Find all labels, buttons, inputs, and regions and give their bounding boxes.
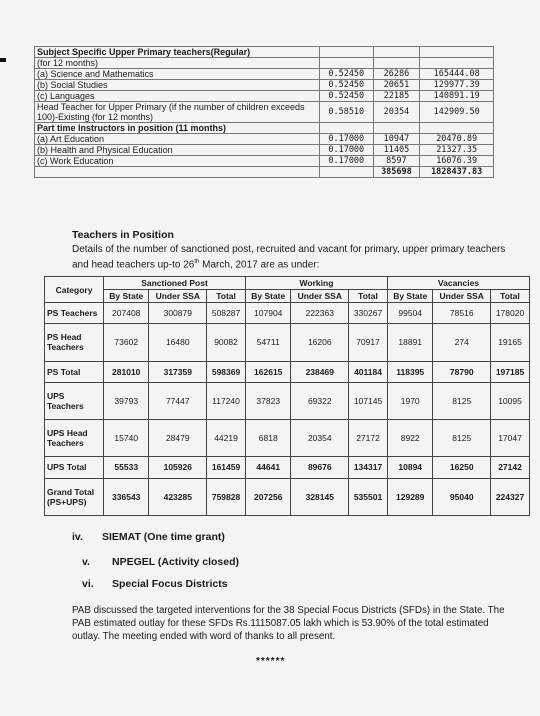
quantity <box>373 123 420 134</box>
quantity: 20651 <box>373 80 420 91</box>
header-category: Category <box>45 277 104 303</box>
amount <box>420 58 494 69</box>
row-value: 28479 <box>149 420 207 457</box>
row-category: Grand Total (PS+UPS) <box>45 478 104 515</box>
row-value: 19165 <box>491 324 530 361</box>
row-value: 6818 <box>245 420 290 457</box>
row-value: 274 <box>433 324 491 361</box>
header-under-ssa: Under SSA <box>149 290 207 303</box>
row-value: 401184 <box>349 361 388 382</box>
row-value: 598369 <box>207 361 246 382</box>
row-value: 37823 <box>245 382 290 419</box>
row-value: 759828 <box>207 478 246 515</box>
row-value: 107145 <box>349 382 388 419</box>
row-description: Subject Specific Upper Primary teachers(Regular) <box>35 47 320 58</box>
row-value: 178020 <box>491 303 530 324</box>
amount: 140891.19 <box>420 91 494 102</box>
amount: 20470.89 <box>420 134 494 145</box>
item-special-focus: vi. Special Focus Districts <box>82 578 228 590</box>
cost-row <box>35 145 494 156</box>
cost-row <box>35 47 494 58</box>
item-npegel: v. NPEGEL (Activity closed) <box>82 556 240 568</box>
cost-table <box>34 46 494 178</box>
header-total: Total <box>491 290 530 303</box>
item-siemat: iv. SIEMAT (One time grant) <box>72 531 225 543</box>
unit-cost: 0.58510 <box>320 102 374 123</box>
row-description: (a) Science and Mathematics <box>35 69 320 80</box>
quantity: 22185 <box>373 91 420 102</box>
amount <box>420 47 494 58</box>
teachers-row <box>45 324 530 361</box>
row-value: 17047 <box>491 420 530 457</box>
row-value: 336543 <box>104 478 149 515</box>
amount: 129977.39 <box>420 80 494 91</box>
row-value: 197185 <box>491 361 530 382</box>
row-value: 16206 <box>291 324 349 361</box>
row-value: 77447 <box>149 382 207 419</box>
row-description: (a) Art Education <box>35 134 320 145</box>
amount <box>420 123 494 134</box>
header-total: Total <box>207 290 246 303</box>
cost-row <box>35 80 494 91</box>
row-category: PS Head Teachers <box>45 324 104 361</box>
row-value: 18891 <box>387 324 432 361</box>
row-value: 44641 <box>245 457 290 478</box>
cost-row <box>35 123 494 134</box>
row-value: 54711 <box>245 324 290 361</box>
teachers-row <box>45 382 530 419</box>
row-value: 300879 <box>149 303 207 324</box>
row-value: 8922 <box>387 420 432 457</box>
cost-row <box>35 69 494 80</box>
row-value: 16480 <box>149 324 207 361</box>
row-description: (b) Social Studies <box>35 80 320 91</box>
row-value: 134317 <box>349 457 388 478</box>
row-value: 207408 <box>104 303 149 324</box>
teachers-table <box>44 276 530 516</box>
row-value: 508287 <box>207 303 246 324</box>
header-by-state: By State <box>245 290 290 303</box>
header-under-ssa: Under SSA <box>433 290 491 303</box>
row-value: 89676 <box>291 457 349 478</box>
row-value: 107904 <box>245 303 290 324</box>
teachers-row <box>45 478 530 515</box>
row-category: PS Teachers <box>45 303 104 324</box>
unit-cost <box>320 167 374 178</box>
row-value: 8125 <box>433 420 491 457</box>
scan-mark <box>0 58 6 62</box>
row-value: 117240 <box>207 382 246 419</box>
header-by-state: By State <box>387 290 432 303</box>
unit-cost <box>320 47 374 58</box>
amount: 21327.35 <box>420 145 494 156</box>
cost-row <box>35 58 494 69</box>
row-value: 78516 <box>433 303 491 324</box>
quantity: 8597 <box>373 156 420 167</box>
header-sanctioned: Sanctioned Post <box>104 277 246 290</box>
row-value: 15740 <box>104 420 149 457</box>
header-total: Total <box>349 290 388 303</box>
row-description: Part time Instructors in position (11 months) <box>35 123 320 134</box>
total-amount: 1828437.83 <box>420 167 494 178</box>
row-value: 95040 <box>433 478 491 515</box>
quantity: 10947 <box>373 134 420 145</box>
header-by-state: By State <box>104 290 149 303</box>
cost-row <box>35 156 494 167</box>
row-value: 161459 <box>207 457 246 478</box>
row-value: 70917 <box>349 324 388 361</box>
row-value: 8125 <box>433 382 491 419</box>
unit-cost <box>320 123 374 134</box>
row-value: 99504 <box>387 303 432 324</box>
unit-cost: 0.17000 <box>320 134 374 145</box>
row-description: (c) Languages <box>35 91 320 102</box>
cost-row <box>35 102 494 123</box>
section-title: Teachers in Position <box>72 229 174 241</box>
row-value: 44219 <box>207 420 246 457</box>
unit-cost <box>320 58 374 69</box>
cost-row <box>35 91 494 102</box>
quantity: 11405 <box>373 145 420 156</box>
unit-cost: 0.52450 <box>320 91 374 102</box>
amount: 16076.39 <box>420 156 494 167</box>
row-description: Head Teacher for Upper Primary (if the number of children exceeds 100)-Existing (for 12 months) <box>35 102 320 123</box>
header-under-ssa: Under SSA <box>291 290 349 303</box>
row-value: 162615 <box>245 361 290 382</box>
row-value: 55533 <box>104 457 149 478</box>
unit-cost: 0.52450 <box>320 80 374 91</box>
row-value: 73602 <box>104 324 149 361</box>
row-value: 27142 <box>491 457 530 478</box>
row-description: (for 12 months) <box>35 58 320 69</box>
row-value: 317359 <box>149 361 207 382</box>
teachers-row <box>45 420 530 457</box>
unit-cost: 0.52450 <box>320 69 374 80</box>
cost-row <box>35 134 494 145</box>
row-value: 10095 <box>491 382 530 419</box>
cost-total-row <box>35 167 494 178</box>
row-category: UPS Total <box>45 457 104 478</box>
teachers-row <box>45 457 530 478</box>
row-category: UPS Head Teachers <box>45 420 104 457</box>
row-value: 224327 <box>491 478 530 515</box>
row-value: 20354 <box>291 420 349 457</box>
quantity <box>373 58 420 69</box>
row-value: 222363 <box>291 303 349 324</box>
quantity: 26286 <box>373 69 420 80</box>
row-value: 39793 <box>104 382 149 419</box>
row-category: UPS Teachers <box>45 382 104 419</box>
row-value: 27172 <box>349 420 388 457</box>
header-working: Working <box>245 277 387 290</box>
row-description: (c) Work Education <box>35 156 320 167</box>
row-description: (b) Health and Physical Education <box>35 145 320 156</box>
quantity <box>373 47 420 58</box>
row-value: 10894 <box>387 457 432 478</box>
row-value: 1970 <box>387 382 432 419</box>
total-quantity: 385698 <box>373 167 420 178</box>
unit-cost: 0.17000 <box>320 156 374 167</box>
row-value: 69322 <box>291 382 349 419</box>
row-value: 423285 <box>149 478 207 515</box>
row-value: 535501 <box>349 478 388 515</box>
header-vacancies: Vacancies <box>387 277 529 290</box>
quantity: 20354 <box>373 102 420 123</box>
row-value: 78790 <box>433 361 491 382</box>
row-value: 328145 <box>291 478 349 515</box>
end-marker: ****** <box>256 656 286 667</box>
row-value: 118395 <box>387 361 432 382</box>
row-value: 330267 <box>349 303 388 324</box>
row-value: 207256 <box>245 478 290 515</box>
closing-paragraph: PAB discussed the targeted interventions for the 38 Special Focus Districts (SFDs) in the State. The PAB estimated outlay for these SFDs Rs.1115087.05 lakh which is 53.90% of the total estimated outlay. The meeting ended with word of thanks to all present. <box>72 605 505 642</box>
row-value: 281010 <box>104 361 149 382</box>
row-value: 16250 <box>433 457 491 478</box>
row-value: 238469 <box>291 361 349 382</box>
row-value: 90082 <box>207 324 246 361</box>
section-description: Details of the number of sanctioned post, recruited and vacant for primary, upper primary teachers and head teachers up-to 26th March, 2017 are as under: <box>72 244 506 271</box>
row-category: PS Total <box>45 361 104 382</box>
teachers-row <box>45 303 530 324</box>
row-description <box>35 167 320 178</box>
amount: 165444.08 <box>420 69 494 80</box>
row-value: 105926 <box>149 457 207 478</box>
unit-cost: 0.17000 <box>320 145 374 156</box>
amount: 142909.50 <box>420 102 494 123</box>
teachers-row <box>45 361 530 382</box>
row-value: 129289 <box>387 478 432 515</box>
